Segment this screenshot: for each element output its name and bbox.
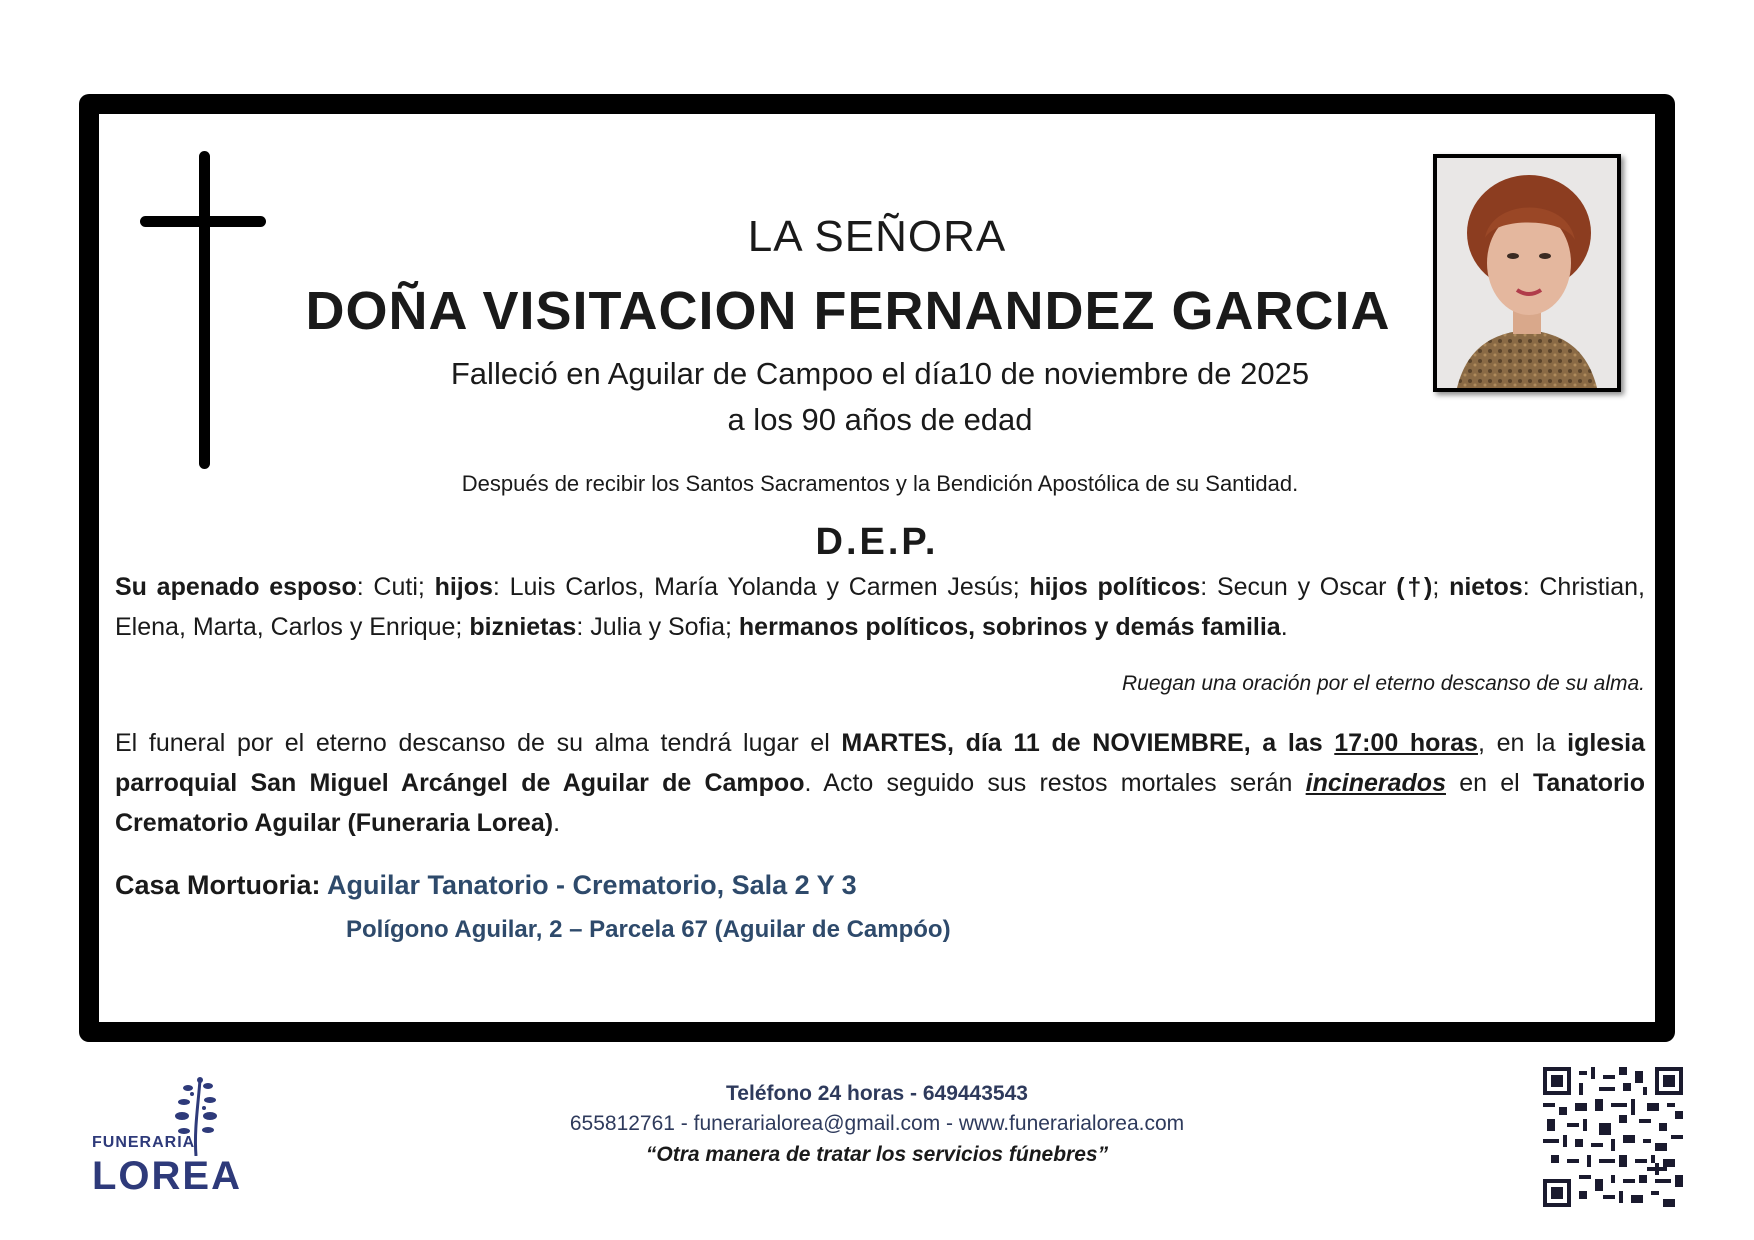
logo-small-text: FUNERARIA bbox=[92, 1134, 196, 1151]
sacraments-line: Después de recibir los Santos Sacramentos y la Bendición Apostólica de su Santidad. bbox=[461, 471, 1299, 496]
prayer-request: Ruegan una oración por el eterno descanso de su alma. bbox=[1121, 672, 1645, 695]
age-line: a los 90 años de edad bbox=[727, 402, 1033, 437]
funeral-home-value: Aguilar Tanatorio - Crematorio, Sala 2 Y 3 bbox=[327, 870, 857, 900]
footer-slogan: “Otra manera de tratar los servicios fúnebres” bbox=[645, 1143, 1109, 1166]
qr-code-icon[interactable] bbox=[1543, 1067, 1683, 1207]
funeral-home bbox=[115, 870, 857, 901]
footer-contact: 655812761 - funerarialorea@gmail.com - www.funerarialorea.com bbox=[569, 1112, 1185, 1135]
funeral-home-label: Casa Mortuoria: bbox=[115, 870, 328, 900]
title-prefix: LA SEÑORA bbox=[747, 212, 1007, 261]
latin-cross-icon bbox=[140, 151, 266, 469]
dep-heading: D.E.P. bbox=[815, 521, 939, 563]
funeral-paragraph: El funeral por el eterno descanso de su alma tendrá lugar el MARTES, día 11 de NOVIEMBRE, a las 17:00 horas, en la iglesia parroquial San Miguel Arcángel de Aguilar de Campoo. Acto seguido sus restos mortales serán incinerados en el Tanatorio Crematorio Aguilar (Funeraria Lorea). bbox=[115, 729, 1645, 837]
death-details: Falleció en Aguilar de Campoo el día10 de noviembre de 2025 bbox=[450, 356, 1310, 391]
footer-phone: Teléfono 24 horas - 649443543 bbox=[726, 1082, 1028, 1105]
logo-big-text: LOREA bbox=[92, 1154, 242, 1198]
family-paragraph: Su apenado esposo: Cuti; hijos: Luis Carlos, María Yolanda y Carmen Jesús; hijos políticos: Secun y Oscar (†); nietos: Christian, Elena, Marta, Carlos y Enrique; biznietas: Julia y Sofia; hermanos políticos, sobrinos y demás familia. bbox=[115, 573, 1645, 641]
funeral-home-address: Polígono Aguilar, 2 – Parcela 67 (Aguilar de Campóo) bbox=[346, 916, 951, 943]
deceased-name: DOÑA VISITACION FERNANDEZ GARCIA bbox=[305, 281, 1391, 341]
portrait-photo bbox=[1433, 154, 1621, 392]
